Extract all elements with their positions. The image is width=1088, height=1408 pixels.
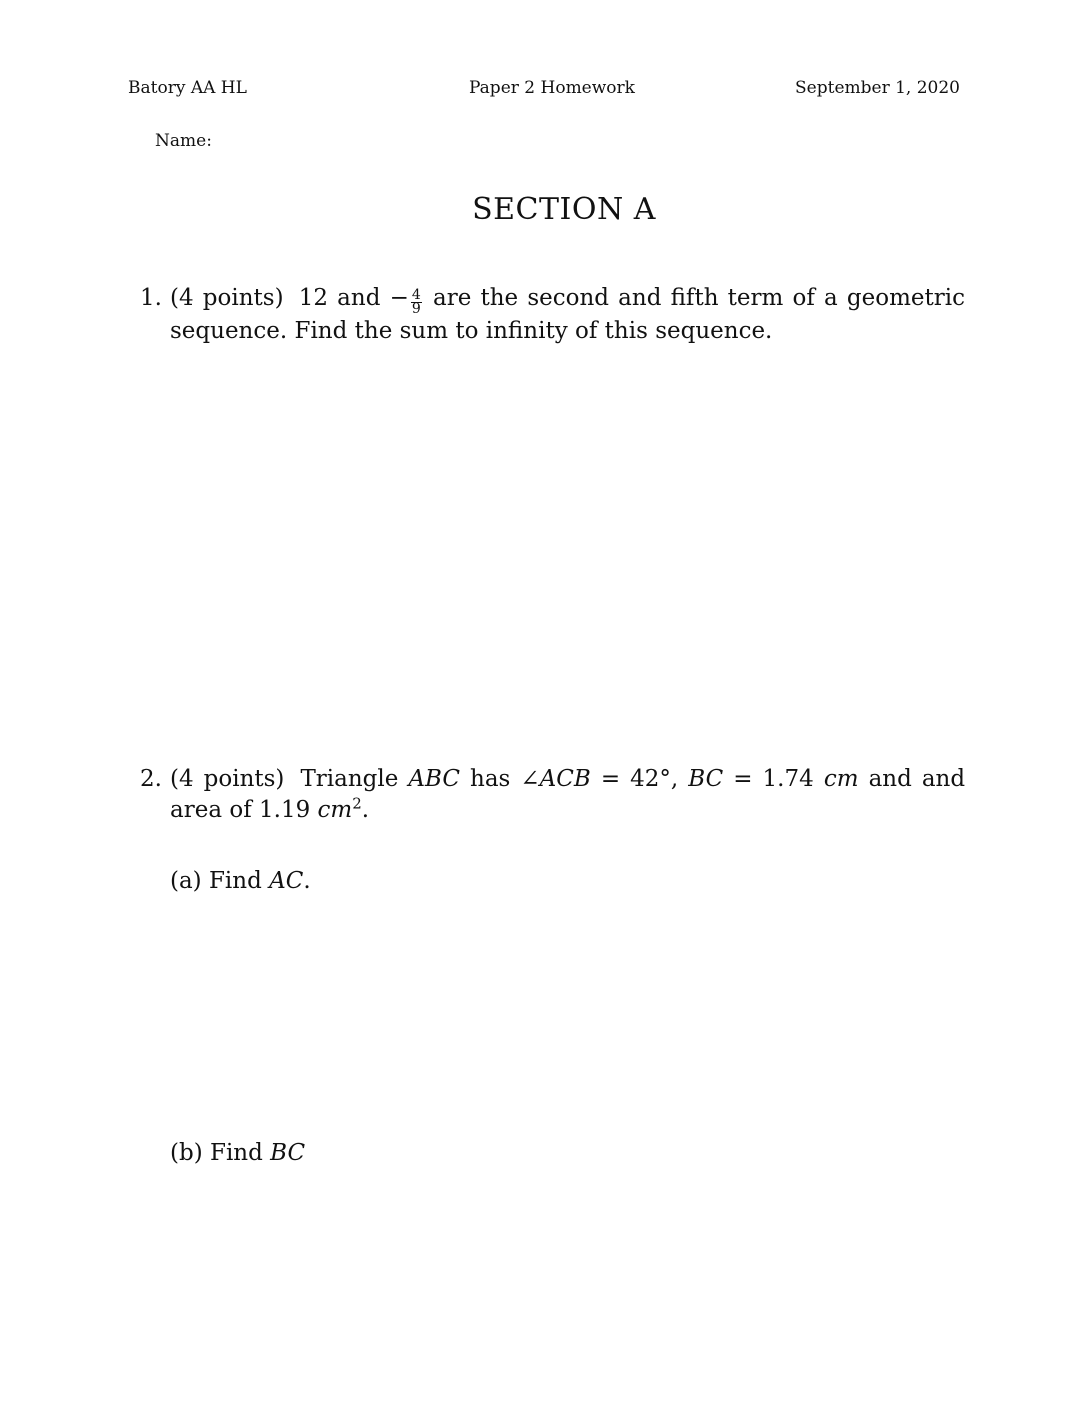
part-label: (a) Find xyxy=(170,868,262,894)
math-var: ABC xyxy=(408,766,460,792)
math-var: ACB xyxy=(539,766,591,792)
fraction xyxy=(411,286,422,317)
problem-2 xyxy=(140,764,965,826)
problem-text-part: = 42°, xyxy=(600,766,679,792)
problem-text xyxy=(170,283,965,347)
fraction-denominator: 9 xyxy=(411,300,421,317)
math-var: cm xyxy=(823,766,859,792)
problem-text-part: = 1.74 xyxy=(733,766,814,792)
problem-text-part: and and area of 1.19 xyxy=(170,766,966,823)
math-var: cm xyxy=(317,797,353,823)
problem-text-part: has ∠ xyxy=(470,766,540,792)
problem-number: 1. xyxy=(140,285,162,311)
exponent: 2 xyxy=(352,794,362,813)
name-label: Name: xyxy=(155,131,212,151)
header-course: Batory AA HL xyxy=(128,78,247,98)
problem-text-part: are the second and fifth term of a geometric sequence. Find the sum to infinity of this sequence. xyxy=(170,285,966,344)
problem-text-part: Triangle xyxy=(300,766,399,792)
problem-number: 2. xyxy=(140,766,162,792)
problem-text-part: 12 and − xyxy=(298,285,409,311)
header-assignment: Paper 2 Homework xyxy=(469,78,635,98)
problem-points: (4 points) xyxy=(170,766,285,792)
math-var: AC xyxy=(269,868,304,894)
problem-1 xyxy=(140,283,965,347)
problem-text-part: . xyxy=(361,797,370,823)
problem-2-part-a xyxy=(170,866,311,897)
fraction-numerator: 4 xyxy=(411,286,421,303)
section-title: SECTION A xyxy=(472,192,656,227)
math-var: BC xyxy=(270,1140,306,1166)
part-end: . xyxy=(303,868,311,894)
problem-2-part-b xyxy=(170,1138,305,1169)
header-date: September 1, 2020 xyxy=(795,78,960,98)
math-var: BC xyxy=(688,766,724,792)
problem-text xyxy=(170,764,965,826)
problem-points: (4 points) xyxy=(170,285,284,311)
part-label: (b) Find xyxy=(170,1140,263,1166)
